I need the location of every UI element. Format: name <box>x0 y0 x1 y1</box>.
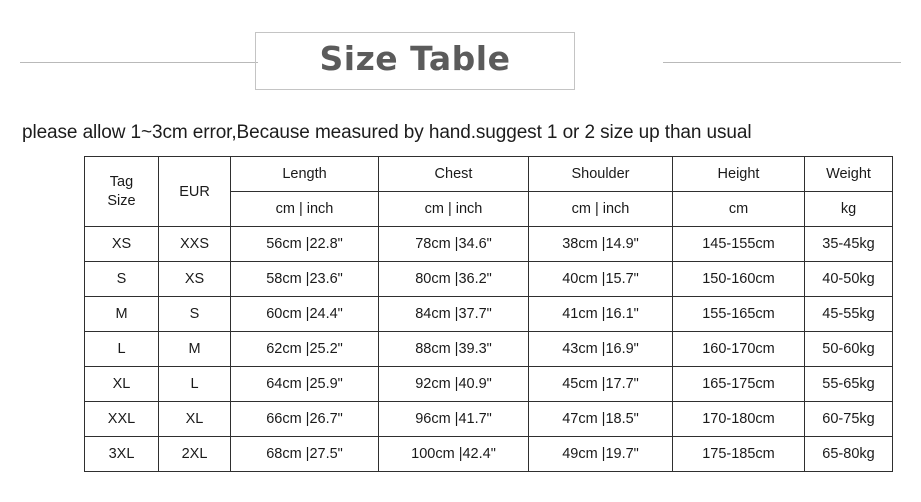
cell-eur: XXS <box>159 227 231 262</box>
cell-shoulder: 41cm |16.1" <box>529 297 673 332</box>
cell-shoulder: 38cm |14.9" <box>529 227 673 262</box>
cell-weight: 35-45kg <box>805 227 893 262</box>
measurement-note: please allow 1~3cm error,Because measured by hand.suggest 1 or 2 size up than usual <box>22 122 752 143</box>
header-height: Height <box>673 157 805 192</box>
title-area <box>0 0 921 92</box>
units-height: cm <box>673 192 805 227</box>
cell-height: 165-175cm <box>673 367 805 402</box>
cell-tag: M <box>85 297 159 332</box>
cell-chest: 100cm |42.4" <box>379 437 529 472</box>
cell-height: 160-170cm <box>673 332 805 367</box>
cell-chest: 96cm |41.7" <box>379 402 529 437</box>
table-row <box>85 297 893 332</box>
cell-length: 58cm |23.6" <box>231 262 379 297</box>
table-row <box>85 402 893 437</box>
cell-length: 64cm |25.9" <box>231 367 379 402</box>
header-weight: Weight <box>805 157 893 192</box>
cell-chest: 84cm |37.7" <box>379 297 529 332</box>
units-shoulder: cm | inch <box>529 192 673 227</box>
header-tag-size-line1: Tag <box>109 174 134 191</box>
cell-height: 175-185cm <box>673 437 805 472</box>
cell-weight: 50-60kg <box>805 332 893 367</box>
units-weight: kg <box>805 192 893 227</box>
table-row <box>85 262 893 297</box>
title-rule-left <box>20 62 258 63</box>
cell-length: 60cm |24.4" <box>231 297 379 332</box>
page-title: Size Table <box>319 39 511 78</box>
cell-shoulder: 40cm |15.7" <box>529 262 673 297</box>
table-row <box>85 227 893 262</box>
header-shoulder: Shoulder <box>529 157 673 192</box>
cell-tag: L <box>85 332 159 367</box>
cell-shoulder: 49cm |19.7" <box>529 437 673 472</box>
cell-shoulder: 47cm |18.5" <box>529 402 673 437</box>
cell-chest: 88cm |39.3" <box>379 332 529 367</box>
cell-height: 155-165cm <box>673 297 805 332</box>
cell-weight: 45-55kg <box>805 297 893 332</box>
header-tag-size-line2: Size <box>107 192 136 209</box>
cell-tag: XL <box>85 367 159 402</box>
cell-chest: 92cm |40.9" <box>379 367 529 402</box>
cell-length: 62cm |25.2" <box>231 332 379 367</box>
cell-eur: XS <box>159 262 231 297</box>
title-rule-right <box>663 62 901 63</box>
cell-length: 68cm |27.5" <box>231 437 379 472</box>
cell-height: 170-180cm <box>673 402 805 437</box>
cell-height: 150-160cm <box>673 262 805 297</box>
header-tag-size <box>85 157 159 227</box>
cell-chest: 78cm |34.6" <box>379 227 529 262</box>
cell-weight: 60-75kg <box>805 402 893 437</box>
cell-chest: 80cm |36.2" <box>379 262 529 297</box>
table-row <box>85 437 893 472</box>
size-table <box>84 156 893 472</box>
cell-eur: S <box>159 297 231 332</box>
header-chest: Chest <box>379 157 529 192</box>
size-table-wrapper <box>84 156 892 472</box>
cell-weight: 55-65kg <box>805 367 893 402</box>
cell-tag: S <box>85 262 159 297</box>
cell-eur: XL <box>159 402 231 437</box>
cell-height: 145-155cm <box>673 227 805 262</box>
table-row <box>85 367 893 402</box>
units-length: cm | inch <box>231 192 379 227</box>
cell-tag: 3XL <box>85 437 159 472</box>
cell-eur: M <box>159 332 231 367</box>
cell-tag: XS <box>85 227 159 262</box>
table-header-row <box>85 157 893 192</box>
cell-weight: 65-80kg <box>805 437 893 472</box>
cell-shoulder: 43cm |16.9" <box>529 332 673 367</box>
cell-length: 66cm |26.7" <box>231 402 379 437</box>
cell-shoulder: 45cm |17.7" <box>529 367 673 402</box>
cell-eur: L <box>159 367 231 402</box>
header-eur: EUR <box>159 157 231 227</box>
cell-length: 56cm |22.8" <box>231 227 379 262</box>
cell-eur: 2XL <box>159 437 231 472</box>
table-row <box>85 332 893 367</box>
cell-tag: XXL <box>85 402 159 437</box>
cell-weight: 40-50kg <box>805 262 893 297</box>
units-chest: cm | inch <box>379 192 529 227</box>
header-length: Length <box>231 157 379 192</box>
